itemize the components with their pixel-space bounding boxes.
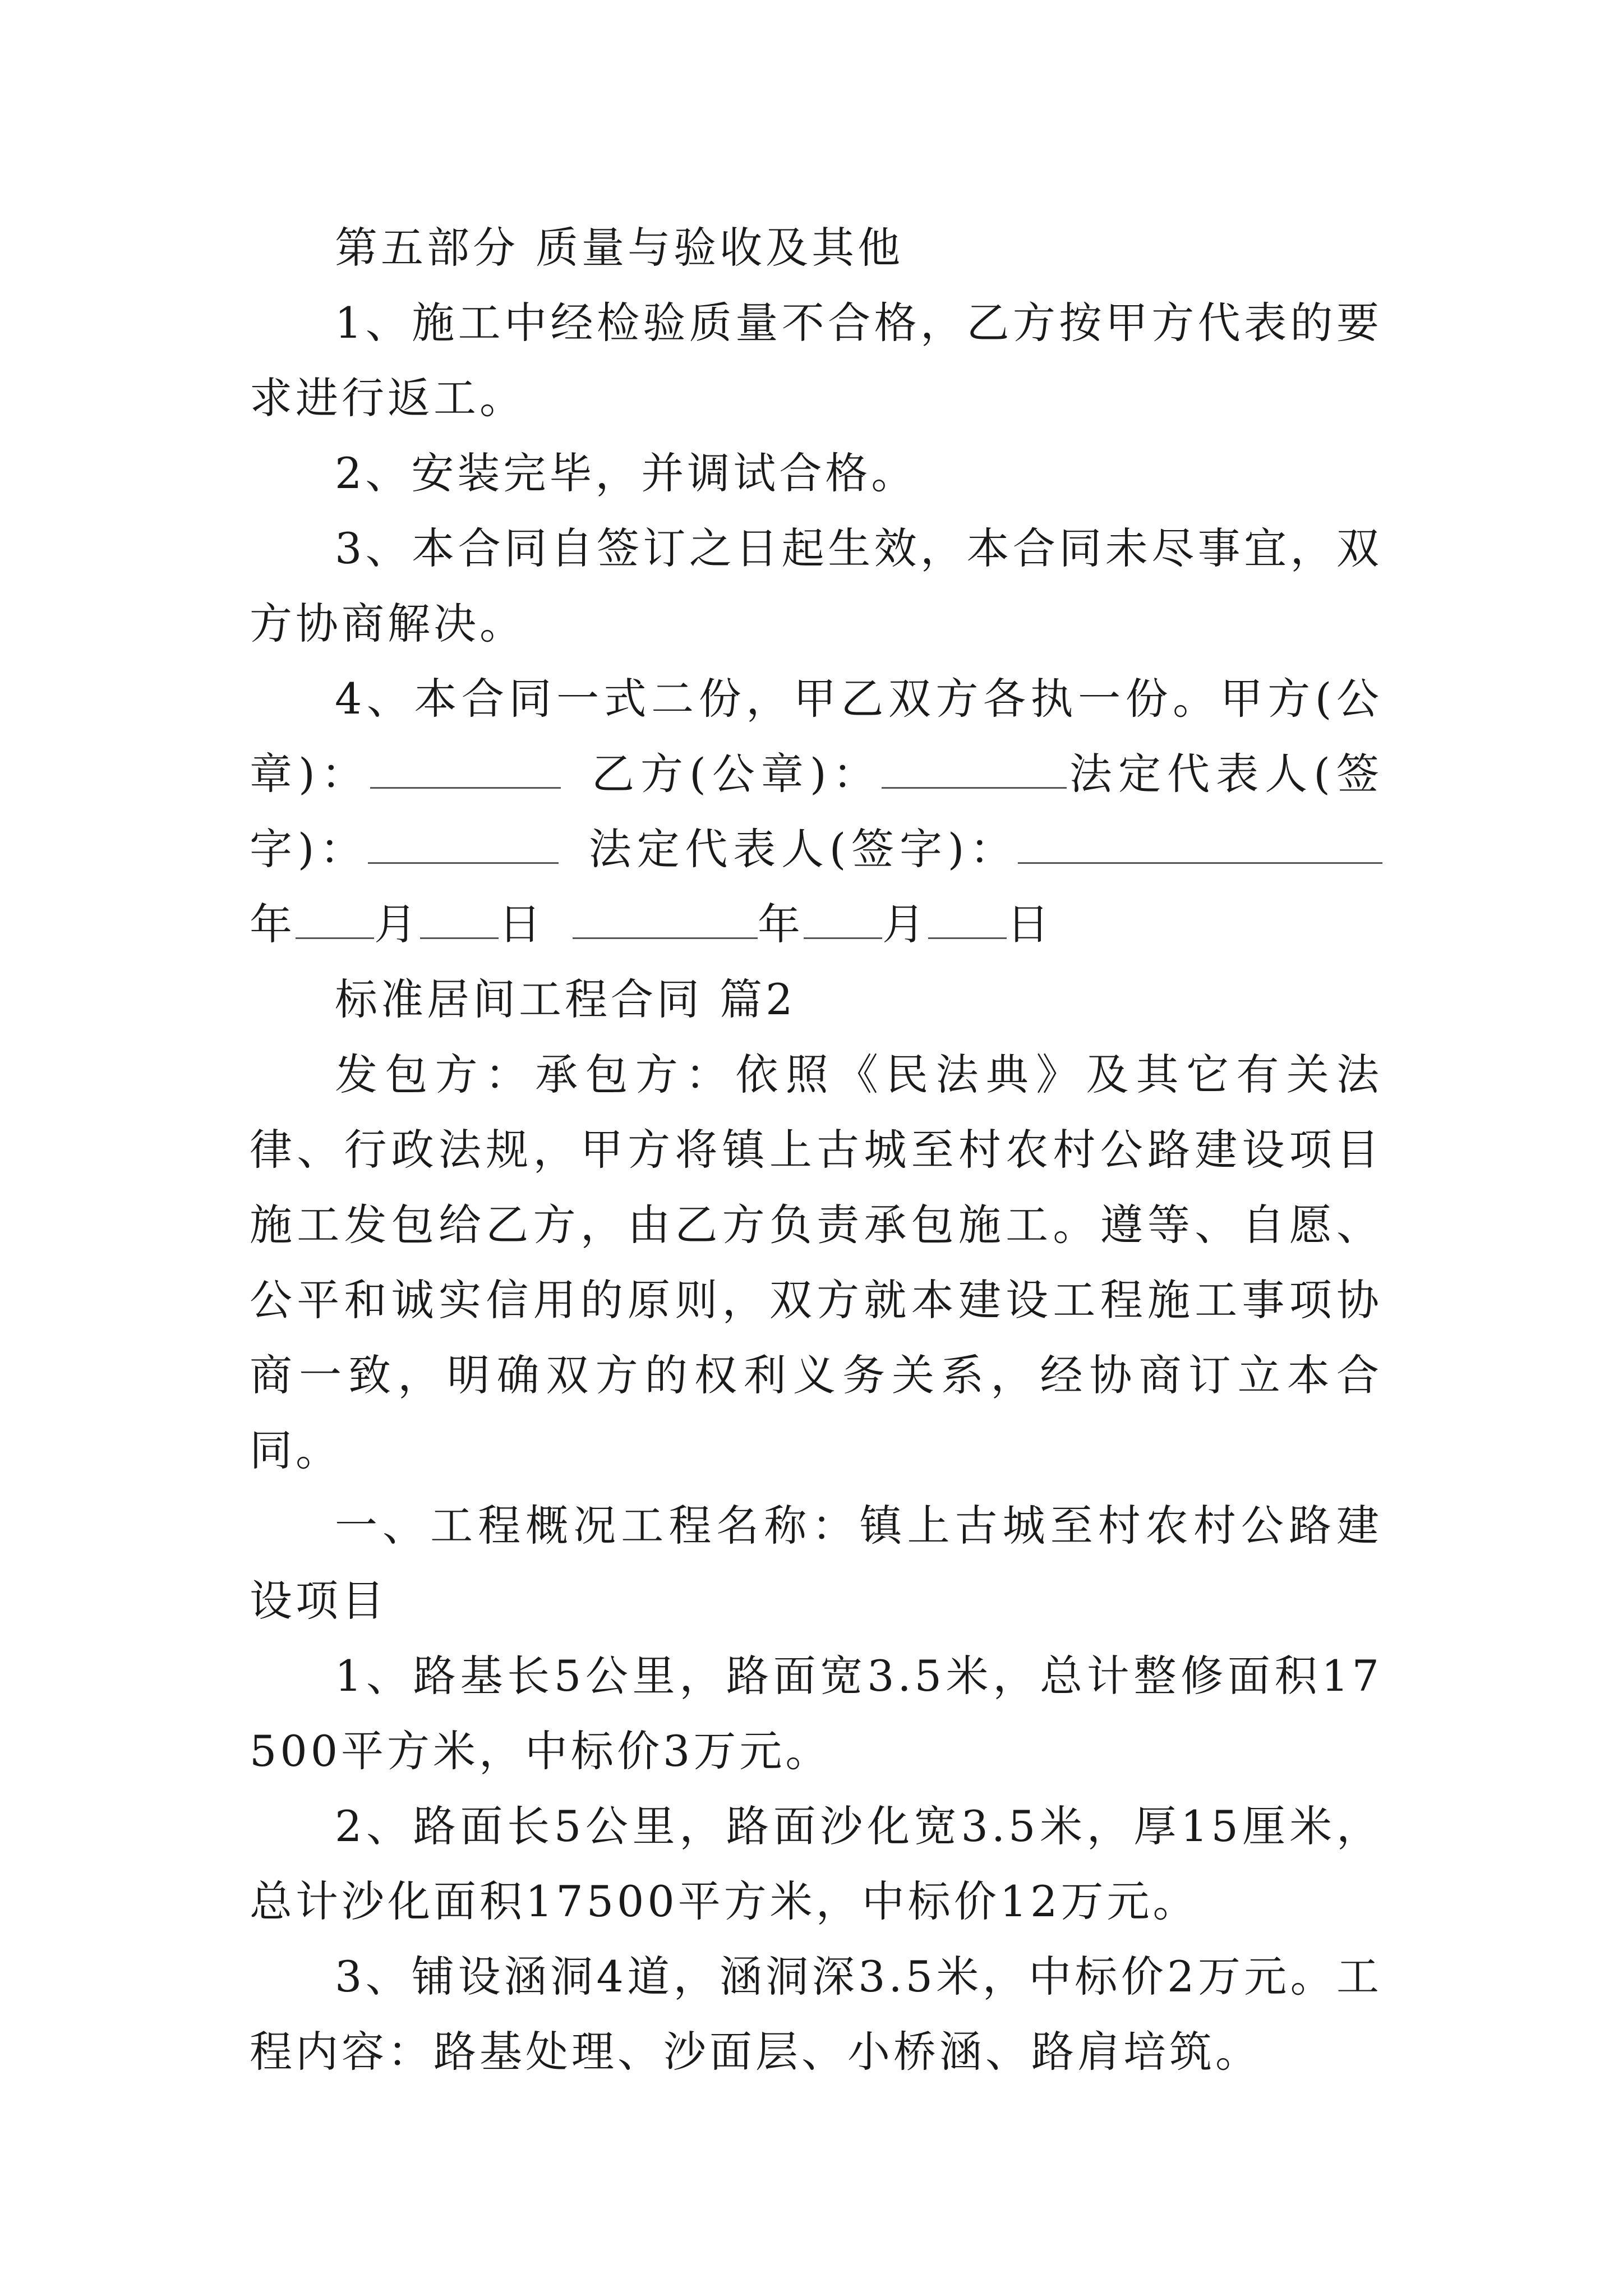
year-blank-b [573,901,758,939]
clause-4-text: 4、本合同一式二份，甲乙双方各执一份。甲方(公章)： [250,674,1382,799]
legal-rep-label-b: 法定代表人(签字)： [587,824,1018,874]
clause-2: 2、安装完毕，并调试合格。 [335,448,917,498]
legal-rep-a-blank [368,826,559,864]
project-overview: 一、工程概况工程名称：镇上古城至村农村公路建设项目 [250,1501,1382,1626]
clause-1: 1、施工中经检验质量不合格，乙方按甲方代表的要求进行返工。 [250,298,1382,423]
contract-intro: 发包方：承包方：依照《民法典》及其它有关法律、行政法规，甲方将镇上古城至村农村公路建设项目施工发包给乙方，由乙方负责承包施工。遵等、自愿、公平和诚实信用的原则，双方就本建设工程施工事项协商一致，明确双方的权利义务关系，经协商订立本合同。 [250,1050,1382,1475]
party-b-seal-label: 乙方(公章)： [588,749,882,799]
year-label-a: 年 [250,899,296,949]
month-label-a: 月 [374,899,420,949]
year-label-b: 年 [758,899,804,949]
day-label-a: 日 [499,899,545,949]
day-label-b: 日 [1007,899,1053,949]
party-a-seal-blank [370,751,561,789]
section-title: 第五部分 质量与验收及其他 [335,223,904,273]
month-blank-a [296,901,374,939]
month-label-b: 月 [882,899,928,949]
party-b-seal-blank [882,751,1067,789]
spec-pavement: 2、路面长5公里，路面沙化宽3.5米，厚15厘米，总计沙化面积17500平方米，中标价12万元。 [250,1801,1382,1926]
day-blank-a [420,901,499,939]
clause-3: 3、本合同自签订之日起生效，本合同未尽事宜，双方协商解决。 [250,523,1382,648]
clause-4-signature-block [250,661,1382,962]
document-body [250,210,1382,2090]
month-blank-b [804,901,882,939]
spec-culverts: 3、铺设涵洞4道，涵洞深3.5米，中标价2万元。工程内容：路基处理、沙面层、小桥涵、路肩培筑。 [250,1952,1382,2077]
spec-roadbed: 1、路基长5公里，路面宽3.5米，总计整修面积17500平方米，中标价3万元。 [250,1651,1382,1776]
legal-rep-label-a: 法定代表人(签字)： [250,749,1382,874]
part-2-title: 标准居间工程合同 篇2 [335,974,796,1024]
legal-rep-b-blank [1018,826,1382,864]
day-blank-b [928,901,1007,939]
